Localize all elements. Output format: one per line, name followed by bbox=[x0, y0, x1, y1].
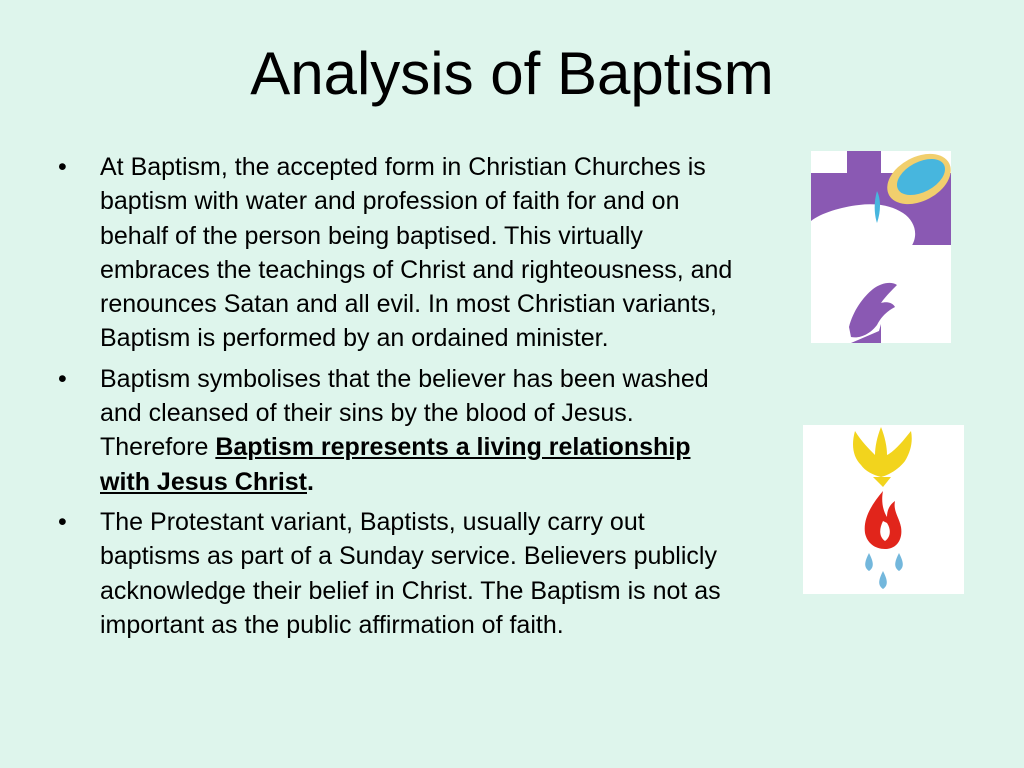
bullet-text: At Baptism, the accepted form in Christian Churches is baptism with water and profession of faith for and on behalf of the person being baptised. This virtually embraces the teachings of Christ and righteousness, and renounces Satan and all evil. In most Christian variants, Baptism is performed by an ordained minister. bbox=[100, 153, 733, 353]
bullet-text-lead: Baptism symbolises that the believer has been washed and cleansed of their sins by the blood of Jesus. Therefore bbox=[100, 364, 709, 462]
emphasis-text: Baptism represents a living relationship with Jesus Christ bbox=[100, 433, 691, 496]
drop-left bbox=[865, 553, 873, 571]
baptism-cross-icon bbox=[811, 151, 951, 343]
bullet-item bbox=[54, 505, 734, 642]
bullet-text-end: . bbox=[307, 467, 314, 496]
bullet-marker: • bbox=[58, 364, 67, 393]
bullet-item bbox=[54, 150, 734, 356]
holy-spirit-image bbox=[803, 425, 964, 594]
bullet-text bbox=[100, 365, 709, 496]
bullet-list bbox=[54, 150, 734, 648]
drop-right bbox=[895, 553, 903, 571]
bullet-text: The Protestant variant, Baptists, usually carry out baptisms as part of a Sunday service. Believers publicly acknowledge their belief in Christ. The Baptism is not as important as the public affirmation of faith. bbox=[100, 507, 721, 639]
slide-title: Analysis of Baptism bbox=[250, 40, 774, 107]
flame-shape bbox=[865, 491, 902, 549]
dove-tail bbox=[873, 477, 891, 487]
bullet-marker: • bbox=[58, 153, 67, 181]
drop-bottom bbox=[879, 571, 887, 589]
dove-shape bbox=[853, 427, 912, 477]
dove-flame-water-icon bbox=[803, 425, 964, 594]
bullet-item bbox=[54, 362, 734, 499]
bullet-marker: • bbox=[58, 507, 67, 536]
baptism-cross-image bbox=[811, 151, 951, 343]
